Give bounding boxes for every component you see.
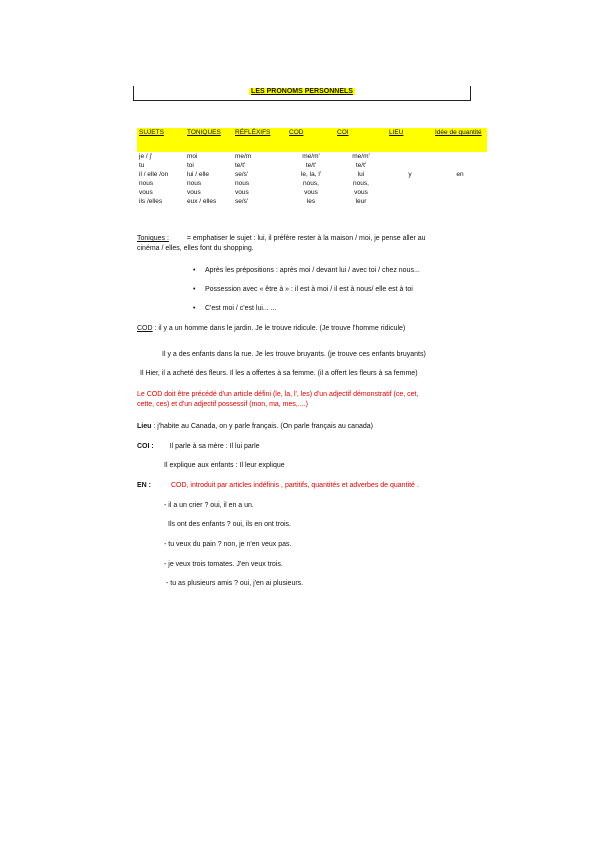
- table-row: [137, 179, 487, 188]
- table-header-cell: COD: [287, 128, 335, 152]
- table-cell: je / j': [139, 153, 153, 160]
- cod-rule-note: cette, ces) et d'un adjectif possessif (mon, ma, mes,....): [137, 401, 308, 408]
- pronoun-table: [137, 128, 487, 206]
- toniques-label: Toniques :: [137, 235, 169, 242]
- table-cell: nous: [187, 180, 202, 187]
- table-row: [137, 188, 487, 197]
- table-cell: [433, 197, 487, 206]
- coi-line: [137, 442, 260, 451]
- coi-example: Il explique aux enfants : Il leur explique: [164, 462, 285, 469]
- table-cell: se/s': [235, 171, 249, 178]
- table-cell: [387, 179, 433, 188]
- table-cell: lui: [357, 171, 365, 178]
- table-cell: nous,: [303, 180, 319, 187]
- table-cell: lui / elle: [187, 171, 210, 178]
- table-row: [137, 197, 487, 206]
- table-cell: vous: [187, 189, 201, 196]
- table-header-cell: RÉFLÉXIFS: [233, 128, 287, 152]
- en-line: [137, 481, 419, 490]
- table-cell: [433, 179, 487, 188]
- lieu-text: : j'habite au Canada, on y parle français. (On parle français au canada): [153, 423, 373, 430]
- table-cell: en: [456, 171, 464, 178]
- toniques-bullet: • Après les prépositions : après moi / devant lui / avec toi / chez nous...: [205, 266, 420, 275]
- table-cell: me/m: [235, 153, 252, 160]
- table-header-cell: Idée de quantité: [433, 128, 487, 152]
- en-example: Ils ont des enfants ? oui, ils en ont trois.: [168, 521, 291, 528]
- en-label: EN :: [137, 482, 151, 489]
- toniques-text-continued: cinéma / elles, elles font du shopping.: [137, 245, 254, 252]
- table-cell: [387, 161, 433, 170]
- table-row: [137, 170, 487, 179]
- table-cell: te/t': [305, 162, 317, 169]
- table-header-cell: LIEU: [387, 128, 433, 152]
- en-example: - tu veux du pain ? non, je n'en veux pas.: [164, 541, 292, 548]
- table-cell: y: [408, 171, 412, 178]
- table-cell: les: [306, 198, 316, 205]
- toniques-text: = emphatiser le sujet : lui, il préfère rester à la maison / moi, je pense aller au: [186, 235, 426, 242]
- page-title: LES PRONOMS PERSONNELS: [251, 88, 353, 95]
- cod-label: COD: [137, 325, 153, 332]
- lieu-label: Lieu: [137, 423, 152, 430]
- cod-example: Il Hier, il a acheté des fleurs. Il les a offertes à sa femme. (il a offert les fleurs à sa femme): [140, 370, 418, 377]
- table-cell: [387, 197, 433, 206]
- table-cell: nous,: [353, 180, 369, 187]
- table-cell: eux / elles: [187, 198, 217, 205]
- table-cell: vous: [304, 189, 318, 196]
- table-cell: ils /elles: [139, 198, 163, 205]
- en-example: - il a un crier ? oui, il en a un.: [164, 502, 254, 509]
- table-cell: me/m': [302, 153, 320, 160]
- coi-example: Il parle à sa mère : Il lui parle: [169, 443, 260, 450]
- toniques-line: [137, 234, 426, 243]
- en-heading: COD, introduit par articles indéfinis , partitifs, quantités et adverbes de quantité .: [170, 482, 419, 489]
- table-cell: [433, 161, 487, 170]
- table-cell: le, la, l': [300, 171, 322, 178]
- table-header-cell: TONIQUES: [185, 128, 233, 152]
- en-example: - tu as plusieurs amis ? oui, j'en ai plusieurs.: [166, 580, 304, 587]
- table-cell: tu: [139, 162, 145, 169]
- table-cell: [387, 152, 433, 161]
- cod-text: : il y a un homme dans le jardin. Je le trouve ridicule. (Je trouve l'homme ridicule): [154, 325, 406, 332]
- table-header-cell: COI: [335, 128, 387, 152]
- table-cell: toi: [187, 162, 194, 169]
- table-header-cell: SUJETS: [137, 128, 185, 152]
- title-box: [133, 86, 471, 101]
- en-example: - je veux trois tomates. J'en veux trois.: [164, 561, 283, 568]
- table-cell: il / elle /on: [139, 171, 169, 178]
- table-cell: se/s': [235, 198, 249, 205]
- table-cell: nous: [139, 180, 154, 187]
- toniques-bullet: • Possession avec « être à » : il est à moi / il est à nous/ elle est à toi: [205, 285, 413, 294]
- table-cell: moi: [187, 153, 198, 160]
- table-cell: te/t': [235, 162, 246, 169]
- table-cell: [433, 152, 487, 161]
- table-cell: me/m': [352, 153, 370, 160]
- table-cell: te/t': [355, 162, 367, 169]
- table-cell: leur: [355, 198, 367, 205]
- table-cell: vous: [235, 189, 249, 196]
- cod-line: [137, 324, 405, 333]
- table-cell: nous: [235, 180, 250, 187]
- table-header-row: [137, 128, 487, 152]
- cod-example: Il y a des enfants dans la rue. Je les trouve bruyants. (je trouve ces enfants bruyants): [162, 351, 426, 358]
- lieu-line: [137, 422, 373, 431]
- toniques-bullet: • C'est moi / c'est lui... ...: [205, 304, 277, 313]
- coi-label: COI :: [137, 443, 154, 450]
- cod-rule-note: Le COD doit être précédé d'un article défini (le, la, l', les) d'un adjectif démonstratif (ce, cet,: [137, 391, 419, 398]
- table-cell: vous: [139, 189, 153, 196]
- table-row: [137, 161, 487, 170]
- table-row: [137, 152, 487, 161]
- table-cell: [387, 188, 433, 197]
- table-cell: [433, 188, 487, 197]
- table-cell: vous: [354, 189, 368, 196]
